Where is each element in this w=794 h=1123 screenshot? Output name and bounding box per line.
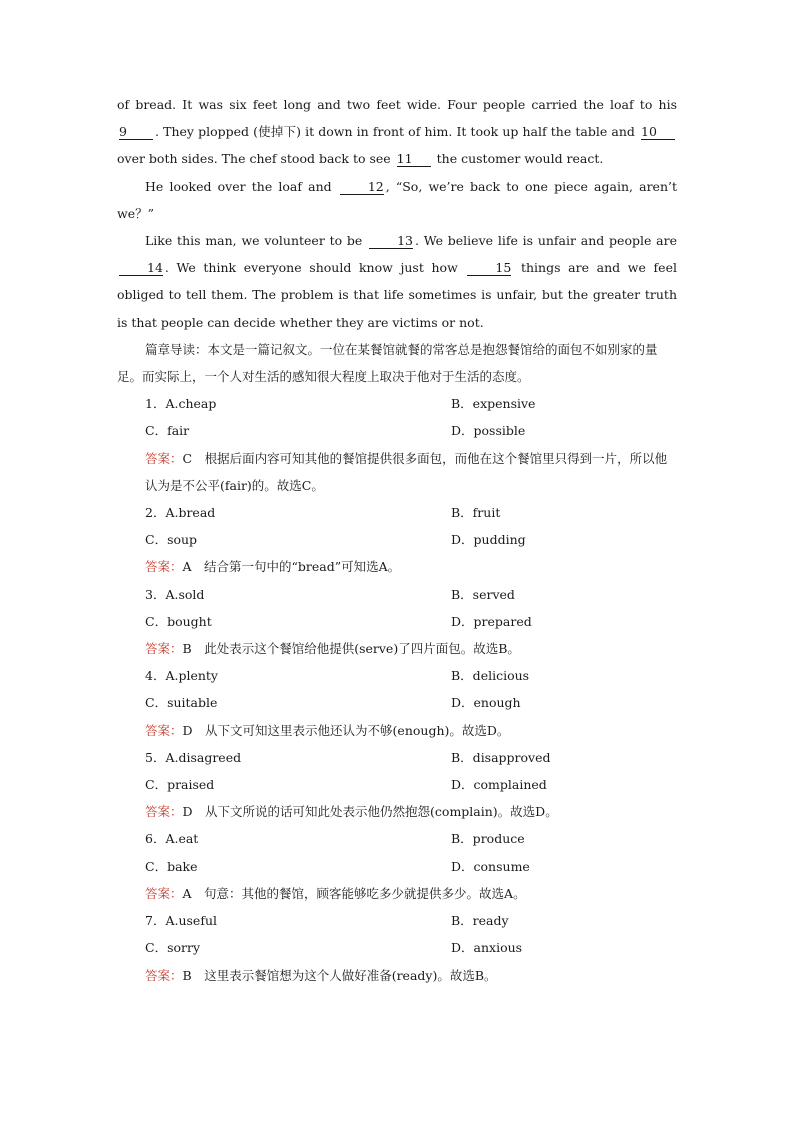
answer-label: 答案： [145, 641, 183, 657]
option-a: 3．A.sold [145, 586, 205, 602]
blank-15: 15 [467, 261, 511, 276]
option-c: C．bake [145, 858, 198, 874]
answer-explanation: 答案：D 从下文可知这里表示他还认为不够(enough)。故选D。 [145, 722, 510, 738]
option-d: D．consume [451, 858, 530, 874]
option-c: C．suitable [145, 695, 218, 711]
answer-explanation: 答案：A 结合第一句中的“bread”可知选A。 [145, 559, 401, 575]
option-c: C．fair [145, 423, 190, 439]
question-7 [117, 907, 677, 989]
blank-13: 13 [369, 234, 413, 249]
answer-explanation: 答案：C 根据后面内容可知其他的餐馆提供很多面包，而他在这个餐馆里只得到一片，所以他认为是不公平(fair)的。故选C。 [145, 450, 668, 493]
blank-12: 12 [340, 180, 384, 195]
option-a: 6．A.eat [145, 831, 199, 847]
option-d: D．possible [451, 423, 526, 439]
option-c: C．sorry [145, 940, 201, 956]
option-a: 4．A.plenty [145, 668, 218, 684]
blank-11: 11 [397, 152, 431, 167]
blank-9: 9 [119, 125, 153, 140]
blank-10: 10 [641, 125, 675, 140]
answer-label: 答案： [145, 804, 183, 820]
answer-label: 答案： [145, 722, 183, 738]
passage-paragraph-3: Like this man, we volunteer to be 13 . We believe life is unfair and people are 14 . We think everyone should know just how 15 things are and we feel obliged to tell them. The problem is that life sometimes is unfair, but the greater truth is that people can decide whether they are victims or not. [117, 233, 677, 330]
passage-guide: 篇章导读：本文是一篇记叙文。一位在某餐馆就餐的常客总是抱怨餐馆给的面包不如别家的量足。而实际上，一个人对生活的感知很大程度上取决于他对于生活的态度。 [117, 341, 658, 385]
answer-explanation: 答案：B 这里表示餐馆想为这个人做好准备(ready)。故选B。 [145, 967, 497, 983]
question-6 [117, 825, 677, 907]
question-2 [117, 499, 677, 581]
option-a: 2．A.bread [145, 505, 216, 521]
question-1 [117, 390, 677, 499]
option-d: D．enough [451, 695, 521, 711]
answer-explanation: 答案：A 句意：其他的餐馆，顾客能够吃多少就提供多少。故选A。 [145, 885, 526, 901]
answer-label: 答案： [145, 450, 183, 466]
option-a: 7．A.useful [145, 913, 217, 929]
option-b: B．produce [451, 831, 525, 847]
document-page [117, 91, 677, 989]
option-d: D．pudding [451, 532, 526, 548]
option-a: 5．A.disagreed [145, 749, 242, 765]
option-b: B．ready [451, 913, 509, 929]
option-b: B．delicious [451, 668, 530, 684]
option-c: C．bought [145, 613, 212, 629]
option-b: B．served [451, 586, 515, 602]
answer-explanation: 答案：B 此处表示这个餐馆给他提供(serve)了四片面包。故选B。 [145, 641, 520, 657]
option-b: B．expensive [451, 396, 536, 412]
question-5 [117, 744, 677, 826]
question-3 [117, 581, 677, 663]
option-d: D．prepared [451, 613, 532, 629]
passage-paragraph-1: of bread. It was six feet long and two feet wide. Four people carried the loaf to his 9 . They plopped (使掉下) it down in front of him. It took up half the table and 10 over both sides. The chef stood back to see 11 the customer would react. [117, 97, 677, 167]
passage-paragraph-2: He looked over the loaf and 12 , “So, we’re back to one piece again, aren’t we？” [117, 178, 677, 221]
answer-explanation: 答案：D 从下文所说的话可知此处表示他仍然抱怨(complain)。故选D。 [145, 804, 558, 820]
blank-14: 14 [119, 261, 163, 276]
option-b: B．disapproved [451, 749, 551, 765]
option-c: C．soup [145, 532, 198, 548]
option-d: D．complained [451, 777, 547, 793]
question-4 [117, 662, 677, 744]
answer-label: 答案： [145, 885, 183, 901]
option-c: C．praised [145, 777, 215, 793]
option-a: 1．A.cheap [145, 396, 217, 412]
option-d: D．anxious [451, 940, 523, 956]
answer-label: 答案： [145, 559, 183, 575]
option-b: B．fruit [451, 505, 501, 521]
answer-label: 答案： [145, 967, 183, 983]
